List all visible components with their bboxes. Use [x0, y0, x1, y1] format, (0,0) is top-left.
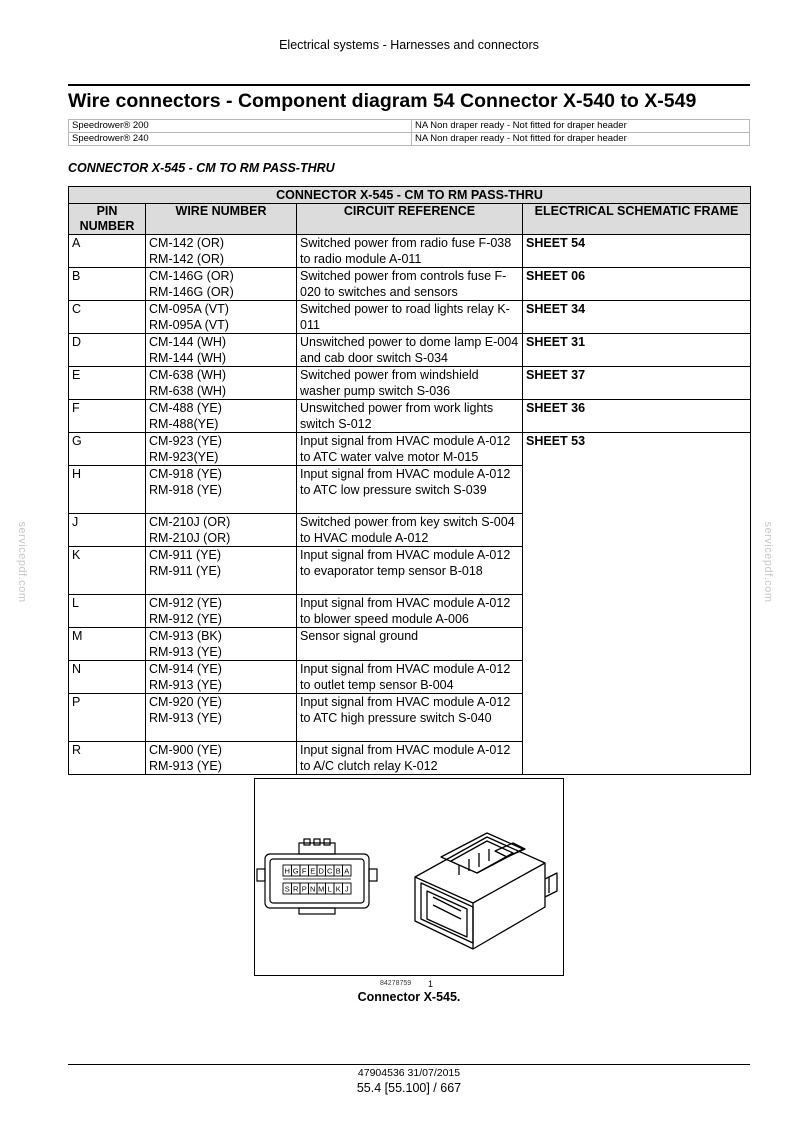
column-header-frame: ELECTRICAL SCHEMATIC FRAME	[523, 204, 751, 235]
model-applicability-table	[68, 119, 750, 146]
column-header-circuit: CIRCUIT REFERENCE	[297, 204, 523, 235]
wire-rm: RM-913 (YE)	[149, 710, 222, 725]
pin-label: R	[292, 884, 299, 894]
frame-cell: SHEET 53	[523, 433, 751, 775]
pin-label: A	[344, 866, 350, 876]
wire-cell	[146, 661, 297, 694]
model-note: NA Non draper ready - Not fitted for draper header	[412, 120, 750, 133]
wire-cm: CM-900 (YE)	[149, 743, 222, 757]
page-title: Wire connectors - Component diagram 54 Connector X-540 to X-549	[68, 90, 697, 112]
circuit-cell: Input signal from HVAC module A-012 to A/C clutch relay K-012	[297, 742, 523, 775]
model-name: Speedrower® 200	[69, 120, 412, 133]
wire-cell	[146, 628, 297, 661]
circuit-cell: Switched power to road lights relay K-011	[297, 301, 523, 334]
frame-cell: SHEET 36	[523, 400, 751, 433]
wire-rm: RM-918 (YE)	[149, 482, 222, 497]
wire-cm: CM-914 (YE)	[149, 662, 222, 676]
table-row	[69, 400, 751, 433]
pin-cell: H	[69, 466, 146, 514]
pin-cell: A	[69, 235, 146, 268]
wire-cell	[146, 268, 297, 301]
wire-rm: RM-911 (YE)	[149, 563, 222, 578]
pin-label: M	[318, 884, 325, 894]
wire-rm: RM-146G (OR)	[149, 284, 234, 299]
circuit-cell: Switched power from windshield washer pump switch S-036	[297, 367, 523, 400]
figure-number: 84278759	[380, 980, 412, 987]
wire-cm: CM-095A (VT)	[149, 302, 229, 316]
pin-label: J	[344, 884, 349, 894]
title-rule	[68, 84, 750, 86]
pin-label: S	[284, 884, 290, 894]
wire-cell	[146, 547, 297, 595]
pin-cell: D	[69, 334, 146, 367]
wire-cell	[146, 400, 297, 433]
wire-cm: CM-923 (YE)	[149, 434, 222, 448]
wire-rm: RM-095A (VT)	[149, 317, 229, 332]
pin-cell: K	[69, 547, 146, 595]
wire-cell	[146, 595, 297, 628]
circuit-cell: Input signal from HVAC module A-012 to ATC high pressure switch S-040	[297, 694, 523, 742]
wire-cm: CM-911 (YE)	[149, 548, 222, 562]
wire-cm: CM-918 (YE)	[149, 467, 222, 481]
pin-label: K	[335, 884, 341, 894]
wire-cm: CM-638 (WH)	[149, 368, 227, 382]
circuit-cell: Input signal from HVAC module A-012 to evaporator temp sensor B-018	[297, 547, 523, 595]
table-row	[69, 433, 751, 466]
wire-cell	[146, 334, 297, 367]
wire-cell	[146, 235, 297, 268]
running-header: Electrical systems - Harnesses and connectors	[279, 38, 539, 52]
pin-cell: J	[69, 514, 146, 547]
model-note: NA Non draper ready - Not fitted for draper header	[412, 133, 750, 146]
circuit-cell: Sensor signal ground	[297, 628, 523, 661]
pin-cell: L	[69, 595, 146, 628]
circuit-cell: Switched power from key switch S-004 to HVAC module A-012	[297, 514, 523, 547]
pin-cell: C	[69, 301, 146, 334]
wire-cm: CM-488 (YE)	[149, 401, 222, 415]
connector-pinout-table	[68, 186, 751, 775]
pin-cell: M	[69, 628, 146, 661]
pin-cell: N	[69, 661, 146, 694]
table-row	[69, 367, 751, 400]
wire-rm: RM-210J (OR)	[149, 530, 231, 545]
pin-label: P	[301, 884, 307, 894]
wire-rm: RM-638 (WH)	[149, 383, 227, 398]
connector-isometric	[415, 833, 557, 949]
table-row	[69, 301, 751, 334]
circuit-cell: Switched power from radio fuse F-038 to radio module A-011	[297, 235, 523, 268]
model-row	[69, 120, 750, 133]
pin-label: F	[301, 866, 307, 876]
frame-cell: SHEET 54	[523, 235, 751, 268]
pin-cell: E	[69, 367, 146, 400]
circuit-cell: Input signal from HVAC module A-012 to ATC water valve motor M-015	[297, 433, 523, 466]
pin-label: D	[318, 866, 324, 876]
table-row	[69, 334, 751, 367]
footer-rule	[68, 1064, 750, 1065]
pin-label: L	[327, 884, 332, 894]
circuit-cell: Input signal from HVAC module A-012 to blower speed module A-006	[297, 595, 523, 628]
wire-cm: CM-142 (OR)	[149, 236, 225, 250]
connector-drawing	[255, 779, 563, 975]
frame-cell: SHEET 34	[523, 301, 751, 334]
circuit-cell: Input signal from HVAC module A-012 to outlet temp sensor B-004	[297, 661, 523, 694]
connector-figure	[254, 778, 564, 976]
pin-label: E	[310, 866, 316, 876]
circuit-cell: Input signal from HVAC module A-012 to ATC low pressure switch S-039	[297, 466, 523, 514]
footer-page-ref: 55.4 [55.100] / 667	[356, 1081, 462, 1095]
wire-cm: CM-144 (WH)	[149, 335, 227, 349]
wire-cell	[146, 367, 297, 400]
pin-label: B	[335, 866, 341, 876]
column-header-wire: WIRE NUMBER	[146, 204, 297, 235]
frame-cell: SHEET 31	[523, 334, 751, 367]
model-row	[69, 133, 750, 146]
frame-cell: SHEET 06	[523, 268, 751, 301]
wire-cell	[146, 433, 297, 466]
frame-cell: SHEET 37	[523, 367, 751, 400]
pin-label: N	[309, 884, 316, 894]
connector-face	[257, 839, 377, 914]
pin-label: C	[326, 866, 333, 876]
table-caption: CONNECTOR X-545 - CM TO RM PASS-THRU	[69, 187, 751, 204]
section-heading: CONNECTOR X-545 - CM TO RM PASS-THRU	[68, 161, 335, 175]
wire-rm: RM-912 (YE)	[149, 611, 222, 626]
footer-doc-ref: 47904536 31/07/2015	[357, 1067, 461, 1079]
figure-item-number: 1	[428, 979, 434, 989]
wire-cell	[146, 514, 297, 547]
wire-rm: RM-913 (YE)	[149, 644, 222, 659]
wire-cell	[146, 301, 297, 334]
wire-cell	[146, 742, 297, 775]
pin-label: H	[284, 866, 290, 876]
pin-cell: R	[69, 742, 146, 775]
pin-cell: G	[69, 433, 146, 466]
pin-cell: F	[69, 400, 146, 433]
wire-cell	[146, 466, 297, 514]
pin-cell: B	[69, 268, 146, 301]
circuit-cell: Unswitched power to dome lamp E-004 and cab door switch S-034	[297, 334, 523, 367]
wire-rm: RM-923(YE)	[149, 449, 219, 464]
wire-cell	[146, 694, 297, 742]
wire-cm: CM-920 (YE)	[149, 695, 222, 709]
table-row	[69, 268, 751, 301]
watermark-right: servicepdf.com	[762, 521, 774, 603]
wire-cm: CM-913 (BK)	[149, 629, 222, 643]
circuit-cell: Unswitched power from work lights switch S-012	[297, 400, 523, 433]
wire-rm: RM-913 (YE)	[149, 758, 222, 773]
watermark-left: servicepdf.com	[16, 521, 28, 603]
figure-caption: Connector X-545.	[357, 990, 461, 1004]
wire-rm: RM-488(YE)	[149, 416, 219, 431]
pin-cell: P	[69, 694, 146, 742]
wire-cm: CM-210J (OR)	[149, 515, 231, 529]
wire-cm: CM-146G (OR)	[149, 269, 234, 283]
wire-cm: CM-912 (YE)	[149, 596, 222, 610]
wire-rm: RM-142 (OR)	[149, 251, 225, 266]
model-name: Speedrower® 240	[69, 133, 412, 146]
wire-rm: RM-913 (YE)	[149, 677, 222, 692]
table-row	[69, 235, 751, 268]
wire-rm: RM-144 (WH)	[149, 350, 227, 365]
pin-label: G	[292, 866, 299, 876]
circuit-cell: Switched power from controls fuse F-020 to switches and sensors	[297, 268, 523, 301]
column-header-pin: PIN NUMBER	[69, 204, 146, 235]
